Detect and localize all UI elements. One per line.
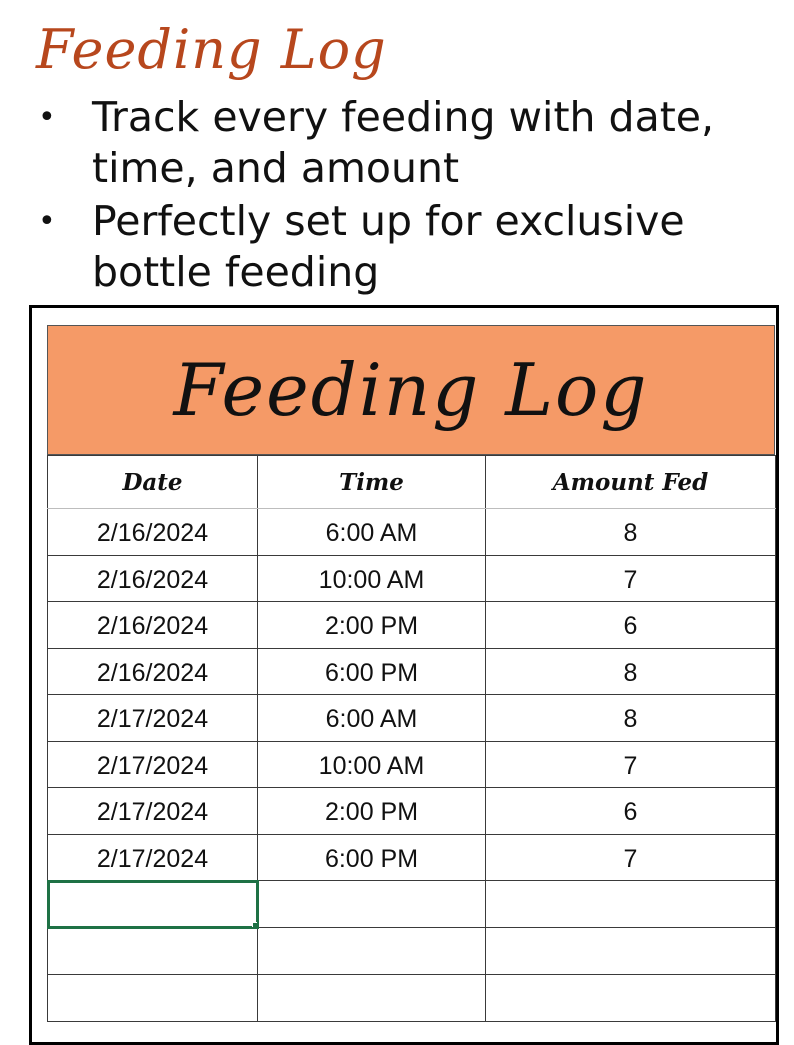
cell-time[interactable]: 6:00 AM: [258, 695, 486, 742]
table-row: [48, 555, 776, 602]
cell-amount[interactable]: 7: [486, 741, 776, 788]
feature-bullet-list: [36, 92, 776, 300]
empty-cell[interactable]: [258, 881, 486, 928]
column-header-time[interactable]: Time: [258, 456, 486, 509]
cell-amount[interactable]: 6: [486, 788, 776, 835]
empty-cell[interactable]: [48, 975, 258, 1022]
sheet-title-banner[interactable]: [47, 325, 775, 455]
fill-handle[interactable]: [252, 922, 258, 928]
cell-amount[interactable]: 7: [486, 555, 776, 602]
column-header-date[interactable]: Date: [48, 456, 258, 509]
empty-cell[interactable]: [486, 928, 776, 975]
table-row: [48, 695, 776, 742]
cell-time[interactable]: 10:00 AM: [258, 555, 486, 602]
empty-cell[interactable]: [48, 928, 258, 975]
cell-time[interactable]: 10:00 AM: [258, 741, 486, 788]
cell-time[interactable]: 6:00 PM: [258, 834, 486, 881]
cell-time[interactable]: 6:00 AM: [258, 509, 486, 556]
cell-date[interactable]: 2/16/2024: [48, 648, 258, 695]
cell-amount[interactable]: 6: [486, 602, 776, 649]
cell-amount[interactable]: 8: [486, 695, 776, 742]
cell-amount[interactable]: 7: [486, 834, 776, 881]
bullet-dot-icon: •: [38, 204, 56, 239]
cell-amount[interactable]: 8: [486, 509, 776, 556]
cell-date[interactable]: 2/16/2024: [48, 602, 258, 649]
table-row: [48, 788, 776, 835]
table-row: [48, 648, 776, 695]
cell-date[interactable]: 2/16/2024: [48, 509, 258, 556]
cell-date[interactable]: 2/17/2024: [48, 741, 258, 788]
spreadsheet-preview: [29, 305, 779, 1045]
feature-bullet-text: Perfectly set up for exclusive bottle feeding: [92, 197, 685, 296]
selected-cell[interactable]: [48, 881, 258, 928]
bullet-dot-icon: •: [38, 100, 56, 135]
cell-amount[interactable]: 8: [486, 648, 776, 695]
cell-date[interactable]: 2/17/2024: [48, 695, 258, 742]
table-row: [48, 602, 776, 649]
cell-time[interactable]: 2:00 PM: [258, 788, 486, 835]
table-row: [48, 741, 776, 788]
empty-cell[interactable]: [486, 975, 776, 1022]
table-row: [48, 834, 776, 881]
cell-date[interactable]: 2/16/2024: [48, 555, 258, 602]
cell-time[interactable]: 2:00 PM: [258, 602, 486, 649]
empty-table-row: [48, 975, 776, 1022]
feature-bullet: [36, 196, 776, 298]
sheet-title: Feeding Log: [173, 348, 649, 432]
empty-table-row: [48, 928, 776, 975]
empty-cell[interactable]: [486, 881, 776, 928]
cell-time[interactable]: 6:00 PM: [258, 648, 486, 695]
empty-cell[interactable]: [258, 928, 486, 975]
feeding-log-table: [47, 455, 776, 1022]
column-header-amount-fed[interactable]: Amount Fed: [486, 456, 776, 509]
cell-date[interactable]: 2/17/2024: [48, 834, 258, 881]
feature-bullet: [36, 92, 776, 194]
empty-table-row: [48, 881, 776, 928]
feature-bullet-text: Track every feeding with date, time, and amount: [92, 93, 715, 192]
table-header-row: [48, 456, 776, 509]
empty-cell[interactable]: [258, 975, 486, 1022]
table-row: [48, 509, 776, 556]
page-title: Feeding Log: [36, 18, 387, 81]
cell-date[interactable]: 2/17/2024: [48, 788, 258, 835]
